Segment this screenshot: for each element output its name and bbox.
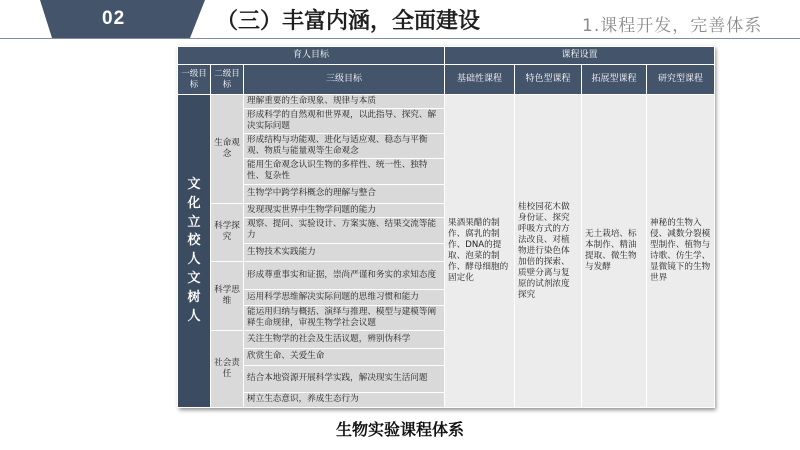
- level3-goal: 观察、提问、实验设计、方案实施、结果交流等能力: [244, 217, 445, 243]
- header-level1-goal: 一级目标: [178, 64, 211, 95]
- level2-goal-life-concept: 生命观念: [211, 95, 244, 204]
- featured-course-cell: 桂校园花木做身份证、探究呼吸方式的方法改良、对植物进行染色体加倍的探索、质壁分离与复原的试剂浓度探究: [515, 95, 582, 408]
- section-tab: [0, 0, 230, 38]
- level3-goal: 生物学中跨学科概念的理解与整合: [244, 184, 445, 204]
- level3-goal: 形成尊重事实和证据，崇尚严谨和务实的求知态度: [244, 261, 445, 290]
- level2-goal-scientific-inquiry: 科学探究: [211, 204, 244, 261]
- header-course-settings: 课程设置: [445, 47, 715, 65]
- level3-goal: 能用生命观念认识生物的多样性、统一性、独特性、复杂性: [244, 159, 445, 184]
- level3-goal: 理解重要的生命现象、规律与本质: [244, 95, 445, 108]
- level1-goal: 文化立校 人文树人: [178, 95, 211, 408]
- header-basic-course: 基础性课程: [445, 64, 515, 95]
- level2-goal-scientific-thinking: 科学思维: [211, 261, 244, 330]
- level3-goal: 能运用归纳与概括、演绎与推理、模型与建模等阐释生命规律，审视生物学社会议题: [244, 305, 445, 330]
- figure-caption: 生物实验课程体系: [335, 420, 464, 439]
- course-system-table-container: [177, 46, 714, 408]
- header-level2-goal: 二级目标: [211, 64, 244, 95]
- header-education-goals: 育人目标: [178, 47, 445, 65]
- level3-goal: 关注生物学的社会及生活议题，辨别伪科学: [244, 330, 445, 348]
- level3-goal: 形成科学的自然观和世界观，以此指导、探究、解决实际问题: [244, 108, 445, 133]
- level3-goal: 形成结构与功能观、进化与适应观、稳态与平衡观、物质与能量观等生命观念: [244, 133, 445, 158]
- section-number: 02: [102, 8, 126, 29]
- extended-course-cell: 无土栽培、标本制作、精油提取、微生物与发酵: [582, 95, 647, 408]
- level3-goal: 树立生态意识，养成生态行为: [244, 392, 445, 407]
- level3-goal: 欣赏生命、关爱生命: [244, 348, 445, 366]
- basic-course-cell: 果酒果醋的制作、腐乳的制作、DNA的提取、泡菜的制作、酵母细胞的固定化: [445, 95, 515, 408]
- level2-goal-social-responsibility: 社会责任: [211, 330, 244, 407]
- level3-goal: 发现现实世界中生物学问题的能力: [244, 204, 445, 217]
- header-divider: [0, 38, 800, 39]
- course-system-table: [177, 46, 715, 408]
- header-research-course: 研究型课程: [647, 64, 715, 95]
- level3-goal: 生物技术实践能力: [244, 243, 445, 261]
- header-featured-course: 特色型课程: [515, 64, 582, 95]
- level3-goal: 运用科学思维解决实际问题的思维习惯和能力: [244, 290, 445, 305]
- page-subtitle: 1.课程开发，完善体系: [582, 16, 763, 36]
- research-course-cell: 神秘的生物入侵、减数分裂模型制作、植物与诗歌、仿生学、显微镜下的生物世界: [647, 95, 715, 408]
- header-extended-course: 拓展型课程: [582, 64, 647, 95]
- level3-goal: 结合本地资源开展科学实践，解决现实生活问题: [244, 366, 445, 392]
- header-level3-goal: 三级目标: [244, 64, 445, 95]
- page-title: （三）丰富内涵，全面建设: [216, 9, 481, 34]
